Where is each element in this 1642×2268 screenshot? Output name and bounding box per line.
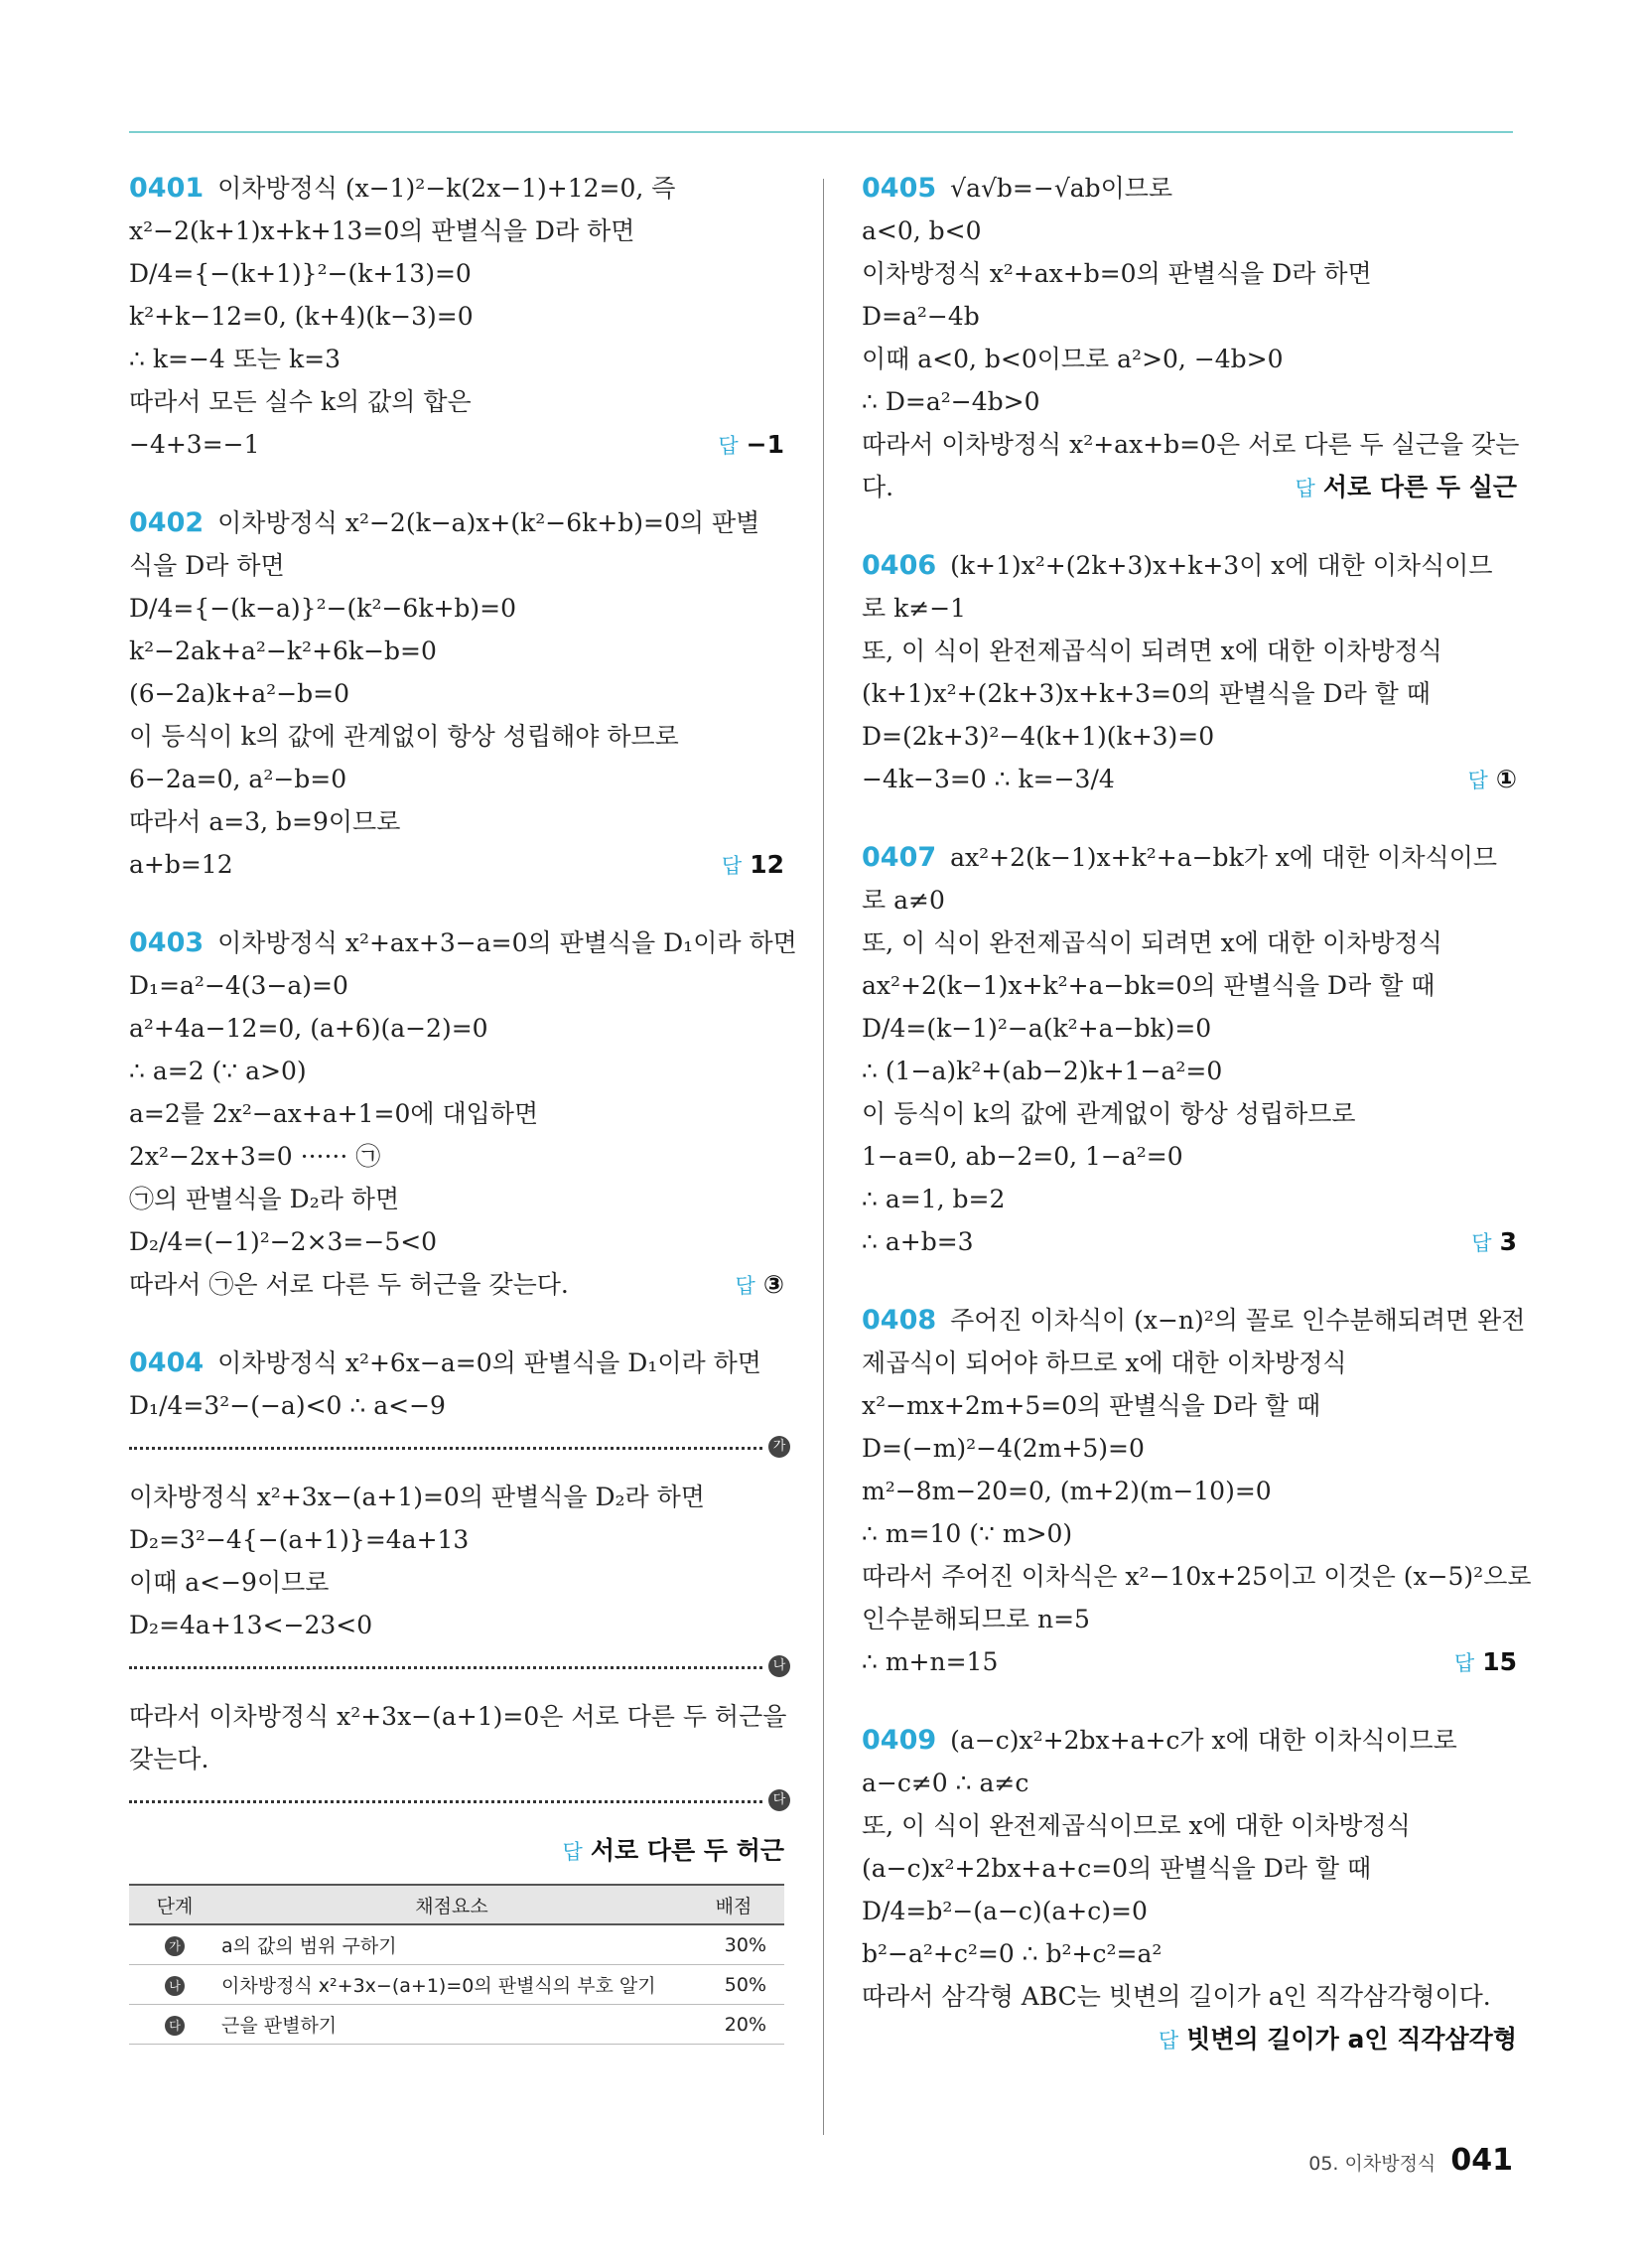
- solution-line: D/4={−(k−a)}²−(k²−6k+b)=0: [129, 594, 517, 623]
- step-marker: 다: [768, 1789, 790, 1811]
- answer-label: 답: [735, 1274, 755, 1298]
- answer-label: 답: [718, 434, 739, 458]
- solution-line: ∴ a+b=3: [862, 1227, 974, 1256]
- problem-number: 0409: [862, 1725, 937, 1756]
- solution-line: 0402 이차방정식 x²−2(k−a)x+(k²−6k+b)=0의 판별: [129, 507, 760, 538]
- problem-0402: [129, 501, 784, 888]
- solution-line: 이때 a<−9이므로: [129, 1568, 330, 1597]
- solution-line: D/4={−(k+1)}²−(k+13)=0: [129, 259, 472, 288]
- left-column: [129, 167, 797, 2045]
- step-divider: [129, 1439, 786, 1454]
- solution-line: 이 등식이 k의 값에 관계없이 항상 성립하므로: [862, 1099, 1356, 1128]
- answer-label: 답: [1295, 477, 1315, 500]
- answer-label: 답: [1453, 1651, 1475, 1675]
- solution-line: k²+k−12=0, (k+4)(k−3)=0: [129, 302, 474, 331]
- problem-0407: [862, 836, 1517, 1265]
- row-step: [129, 2005, 220, 2045]
- answer: [862, 466, 1517, 510]
- answer-label: 답: [562, 1840, 583, 1864]
- step-marker: 다: [165, 2016, 185, 2036]
- problem-number: 0406: [862, 550, 937, 581]
- solution-line: 이때 a<0, b<0이므로 a²>0, −4b>0: [862, 345, 1284, 373]
- problem-number: 0401: [129, 173, 205, 204]
- solution-line: D₂=3²−4{−(a+1)}=4a+13: [129, 1525, 470, 1554]
- problem-number: 0408: [862, 1305, 937, 1336]
- solution-line: 또, 이 식이 완전제곱식이 되려면 x에 대한 이차방정식: [862, 928, 1442, 957]
- solution-line: a<0, b<0: [862, 216, 982, 245]
- solution-line: k²−2ak+a²−k²+6k−b=0: [129, 637, 437, 665]
- solution-line: ∴ k=−4 또는 k=3: [129, 345, 341, 373]
- row-step: [129, 1924, 220, 1965]
- solution-line: ∴ a=1, b=2: [862, 1185, 1006, 1213]
- solution-line: D=a²−4b: [862, 302, 980, 331]
- chapter-title: 05. 이차방정식: [1308, 2153, 1437, 2175]
- answer-value: 12: [750, 850, 784, 879]
- solution-line: 다.: [862, 473, 894, 501]
- solution-line: D₂=4a+13<−23<0: [129, 1611, 373, 1639]
- answer-value: ①: [1495, 765, 1517, 793]
- solution-line: 이 등식이 k의 값에 관계없이 항상 성립해야 하므로: [129, 722, 679, 751]
- solution-line: 따라서 삼각형 ABC는 빗변의 길이가 a인 직각삼각형이다.: [862, 1982, 1491, 2011]
- solution-line: 따라서 a=3, b=9이므로: [129, 807, 401, 836]
- solution-line: 또, 이 식이 완전제곱식이므로 x에 대한 이차방정식: [862, 1811, 1411, 1840]
- solution-line: 이차방정식 x²+ax+b=0의 판별식을 D라 하면: [862, 259, 1372, 288]
- solution-line: ∴ D=a²−4b>0: [862, 387, 1040, 416]
- solution-line: 1−a=0, ab−2=0, 1−a²=0: [862, 1142, 1183, 1171]
- solution-line: 0401 이차방정식 (x−1)²−k(2x−1)+12=0, 즉: [129, 173, 676, 204]
- solution-line: 인수분해되므로 n=5: [862, 1605, 1090, 1633]
- problem-0401: [129, 167, 784, 468]
- problem-number: 0407: [862, 842, 937, 873]
- answer-label: 답: [1467, 769, 1488, 792]
- solution-line: D₂/4=(−1)²−2×3=−5<0: [129, 1227, 438, 1256]
- table-row: [129, 2005, 784, 2045]
- solution-line: 따라서 이차방정식 x²+ax+b=0은 서로 다른 두 실근을 갖는: [862, 430, 1520, 459]
- solution-line: 따라서 ㉠은 서로 다른 두 허근을 갖는다.: [129, 1270, 569, 1299]
- step-marker: 가: [768, 1436, 790, 1458]
- solution-line: x²−mx+2m+5=0의 판별식을 D라 할 때: [862, 1391, 1321, 1420]
- step-marker: 가: [165, 1936, 185, 1956]
- answer-label: 답: [721, 854, 743, 878]
- solution-line: ㉠의 판별식을 D₂라 하면: [129, 1185, 400, 1213]
- solution-line: 0405 √a√b=−√ab이므로: [862, 173, 1173, 204]
- top-rule: [129, 131, 1513, 133]
- page-number: 041: [1450, 2143, 1513, 2178]
- problem-number: 0405: [862, 173, 937, 204]
- solution-line: ax²+2(k−1)x+k²+a−bk=0의 판별식을 D라 할 때: [862, 971, 1436, 1000]
- solution-line: a²+4a−12=0, (a+6)(a−2)=0: [129, 1014, 488, 1043]
- problem-0403: [129, 921, 797, 1308]
- problem-0405: [862, 167, 1520, 510]
- row-item: 근을 판별하기: [220, 2005, 683, 2045]
- answer-value: ③: [762, 1270, 784, 1299]
- row-step: [129, 1965, 220, 2005]
- solution-line: 로 k≠−1: [862, 594, 967, 623]
- row-score: 20%: [683, 2005, 784, 2045]
- header-step: 단계: [129, 1885, 220, 1924]
- solution-line: 갖는다.: [129, 1745, 209, 1773]
- solution-line: D=(−m)²−4(2m+5)=0: [862, 1434, 1145, 1463]
- step-divider: [129, 1792, 786, 1807]
- solution-line: 따라서 이차방정식 x²+3x−(a+1)=0은 서로 다른 두 허근을: [129, 1702, 787, 1731]
- page-footer: [1308, 2143, 1513, 2178]
- answer-label: 답: [1158, 2029, 1179, 2053]
- table-row: [129, 1965, 784, 2005]
- row-score: 50%: [683, 1965, 784, 2005]
- column-divider: [823, 179, 824, 2135]
- solution-line: m²−8m−20=0, (m+2)(m−10)=0: [862, 1477, 1272, 1505]
- solution-line: 0406 (k+1)x²+(2k+3)x+k+3이 x에 대한 이차식이므: [862, 550, 1493, 581]
- solution-line: 이차방정식 x²+3x−(a+1)=0의 판별식을 D₂라 하면: [129, 1483, 705, 1511]
- table-header-row: [129, 1885, 784, 1924]
- answer-value: 3: [1499, 1227, 1517, 1256]
- solution-line: (a−c)x²+2bx+a+c=0의 판별식을 D라 할 때: [862, 1854, 1372, 1883]
- problem-number: 0402: [129, 507, 205, 538]
- solution-line: ∴ m+n=15: [862, 1647, 999, 1676]
- solution-line: 2x²−2x+3=0 ······ ㉠: [129, 1142, 381, 1171]
- answer-value: 서로 다른 두 허근: [590, 1836, 784, 1865]
- problem-number: 0404: [129, 1347, 205, 1378]
- solution-line: D₁/4=3²−(−a)<0 ∴ a<−9: [129, 1391, 446, 1420]
- solution-line: 따라서 주어진 이차식은 x²−10x+25이고 이것은 (x−5)²으로: [862, 1562, 1532, 1591]
- problem-0404: [129, 1342, 787, 1874]
- solution-line: 또, 이 식이 완전제곱식이 되려면 x에 대한 이차방정식: [862, 637, 1442, 665]
- solution-line: (k+1)x²+(2k+3)x+k+3=0의 판별식을 D라 할 때: [862, 679, 1431, 708]
- solution-line: 0404 이차방정식 x²+6x−a=0의 판별식을 D₁이라 하면: [129, 1347, 761, 1378]
- row-item: 이차방정식 x²+3x−(a+1)=0의 판별식의 부호 알기: [220, 1965, 683, 2005]
- header-item: 채점요소: [220, 1885, 683, 1924]
- solution-line: 0407 ax²+2(k−1)x+k²+a−bk가 x에 대한 이차식이므: [862, 842, 1498, 873]
- grading-table: [129, 1884, 784, 2045]
- solution-line: a=2를 2x²−ax+a+1=0에 대입하면: [129, 1099, 539, 1128]
- solution-line: 식을 D라 하면: [129, 551, 285, 580]
- problem-0409: [862, 1719, 1517, 2062]
- solution-line: −4+3=−1: [129, 430, 260, 459]
- answer-value: −1: [746, 430, 784, 459]
- answer-value: 빗변의 길이가 a인 직각삼각형: [1186, 2025, 1517, 2054]
- solution-line: 0403 이차방정식 x²+ax+3−a=0의 판별식을 D₁이라 하면: [129, 927, 797, 958]
- solution-line: ∴ m=10 (∵ m>0): [862, 1519, 1073, 1548]
- solution-line: 0409 (a−c)x²+2bx+a+c가 x에 대한 이차식이므로: [862, 1725, 1457, 1756]
- solution-line: b²−a²+c²=0 ∴ b²+c²=a²: [862, 1939, 1163, 1968]
- solution-line: D/4=(k−1)²−a(k²+a−bk)=0: [862, 1014, 1212, 1043]
- step-marker: 나: [768, 1655, 790, 1677]
- solution-line: D₁=a²−4(3−a)=0: [129, 971, 348, 1000]
- step-marker: 나: [165, 1976, 185, 1996]
- solution-line: a+b=12: [129, 850, 233, 879]
- solution-line: D/4=b²−(a−c)(a+c)=0: [862, 1897, 1148, 1925]
- solution-line: ∴ a=2 (∵ a>0): [129, 1057, 307, 1085]
- solution-line: 6−2a=0, a²−b=0: [129, 765, 347, 793]
- solution-line: D=(2k+3)²−4(k+1)(k+3)=0: [862, 722, 1215, 751]
- row-item: a의 값의 범위 구하기: [220, 1924, 683, 1965]
- solution-line: −4k−3=0 ∴ k=−3/4: [862, 765, 1115, 793]
- problem-0406: [862, 544, 1517, 802]
- step-divider: [129, 1658, 786, 1673]
- answer-value: 15: [1482, 1647, 1517, 1676]
- solution-line: x²−2(k+1)x+k+13=0의 판별식을 D라 하면: [129, 216, 635, 245]
- solution-line: ∴ (1−a)k²+(ab−2)k+1−a²=0: [862, 1057, 1223, 1085]
- answer: [129, 1829, 784, 1874]
- header-score: 배점: [683, 1885, 784, 1924]
- answer-label: 답: [1471, 1231, 1492, 1255]
- answer: [862, 2018, 1517, 2062]
- problem-0408: [862, 1299, 1532, 1685]
- answer-value: 서로 다른 두 실근: [1322, 473, 1517, 501]
- solution-line: 로 a≠0: [862, 886, 945, 915]
- solution-line: 따라서 모든 실수 k의 값의 합은: [129, 387, 472, 416]
- row-score: 30%: [683, 1924, 784, 1965]
- problem-number: 0403: [129, 927, 205, 958]
- right-column: [862, 167, 1532, 2096]
- solution-line: 제곱식이 되어야 하므로 x에 대한 이차방정식: [862, 1348, 1347, 1377]
- solution-line: (6−2a)k+a²−b=0: [129, 679, 349, 708]
- table-row: [129, 1924, 784, 1965]
- solution-line: 0408 주어진 이차식이 (x−n)²의 꼴로 인수분해되려면 완전: [862, 1305, 1526, 1336]
- solution-line: a−c≠0 ∴ a≠c: [862, 1769, 1029, 1797]
